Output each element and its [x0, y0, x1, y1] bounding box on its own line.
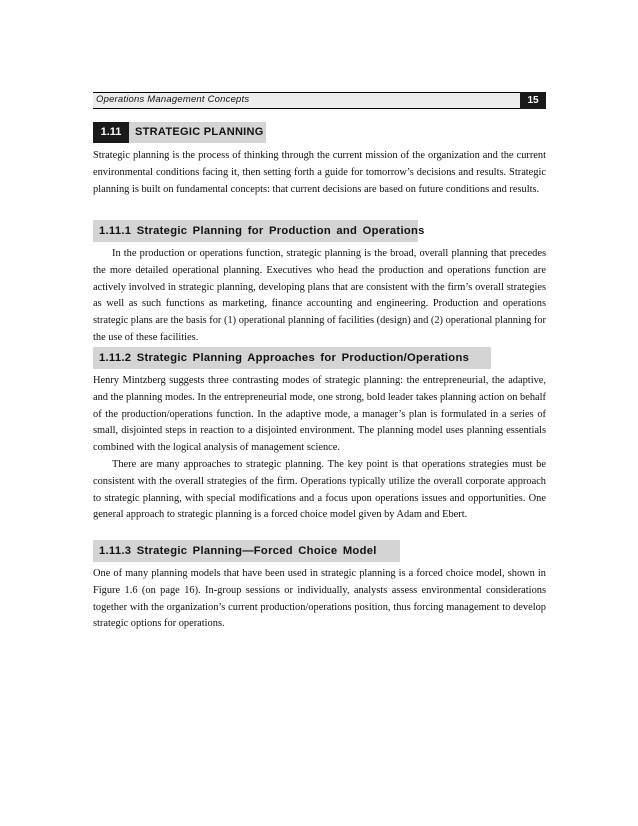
subsection-3-paragraph-1: One of many planning models that have been used in strategic planning is a forced choice model, shown in Figure 1.6 (on page 16). In-group sessions or individually, analysts assess environmental considerations together with the organization’s current production/operations position, thus forcing management to develop strategic options for operations.: [93, 568, 546, 630]
subsection-2-paragraph-1: Henry Mintzberg suggests three contrasting modes of strategic planning: the entrepreneurial, the adaptive, and the planning modes. In the entrepreneurial mode, one strong, bold leader takes planning action on behalf of the production/operations function. In the adaptive mode, a manager’s plan is formulated in a series of small, disjointed steps in reaction to a disjointed environment. The planning model uses planning essentials combined with the logical analysis of management science.: [93, 375, 546, 454]
section-title: STRATEGIC PLANNING: [129, 122, 266, 143]
subsection-2-paragraph-2: There are many approaches to strategic planning. The key point is that operations strategies must be consistent with the overall strategies of the firm. Operations typically utilize the overall corporate approach to strategic planning, with special modifications and a focus upon operations issues and opportunities. One general approach to strategic planning is a forced choice model given by Adam and Ebert.: [93, 459, 546, 521]
subsection-heading-3: 1.11.3 Strategic Planning—Forced Choice Model: [93, 540, 400, 562]
running-header: [93, 92, 546, 109]
subsection-heading-1: 1.11.1 Strategic Planning for Production and Operations: [93, 220, 418, 242]
running-title: Operations Management Concepts: [96, 94, 250, 105]
subsection-heading-2: 1.11.2 Strategic Planning Approaches for Production/Operations: [93, 347, 491, 369]
page-number: 15: [520, 92, 546, 109]
section-intro-paragraph: Strategic planning is the process of thinking through the current mission of the organization and the current environmental conditions facing it, then setting forth a guide for tomorrow’s decisions and results. Strategic planning is built on fundamental concepts: that current decisions are based on future conditions and results.: [93, 150, 546, 195]
subsection-1-paragraph-1: In the production or operations function, strategic planning is the broad, overall planning that precedes the more detailed operational planning. Executives who head the production and operations function are actively involved in strategic planning, developing plans that are consistent with the firm’s overall strategies as well as such functions as marketing, finance accounting and engineering. Production and operations strategic plans are the basis for (1) operational planning of facilities (design) and (2) operational planning for the use of these facilities.: [93, 248, 546, 343]
section-number: 1.11: [93, 122, 129, 143]
